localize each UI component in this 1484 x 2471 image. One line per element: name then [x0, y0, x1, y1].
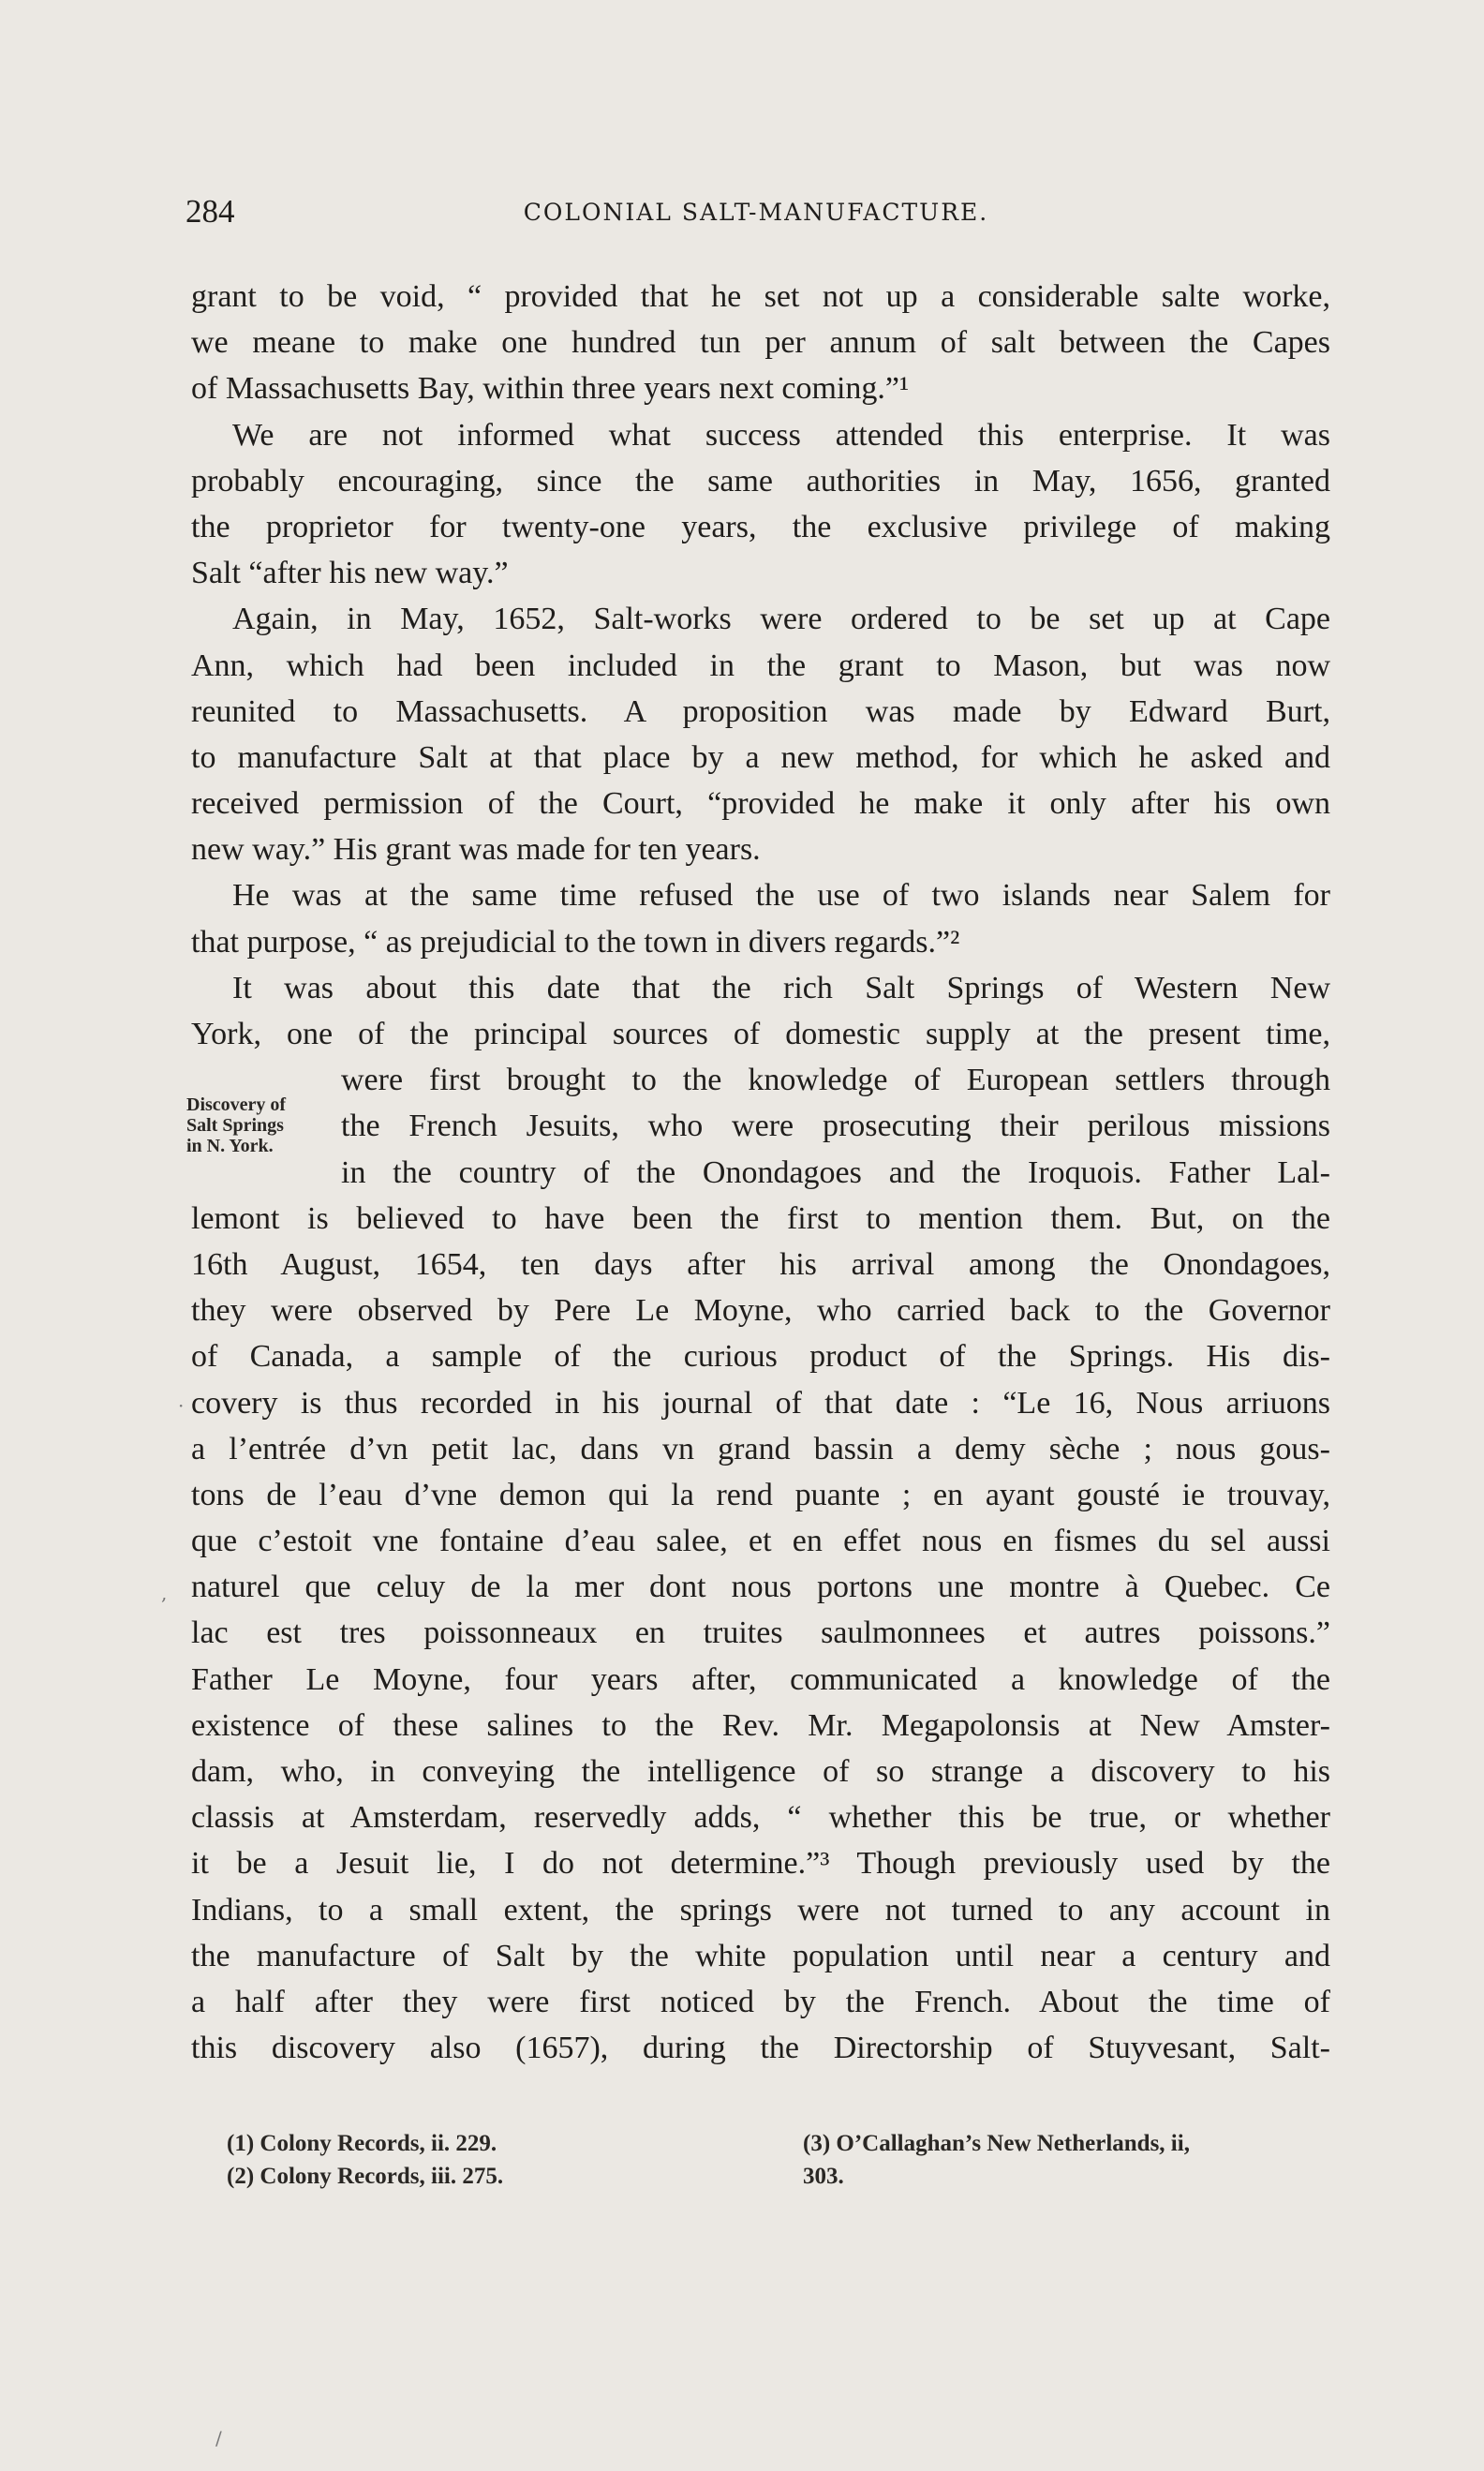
- text-line: Again, in May, 1652, Salt-works were ordered to be set up at Cape: [232, 602, 1330, 637]
- body-text: [191, 274, 1330, 2071]
- text-line: Ann, which had been included in the grant to Mason, but was now: [191, 648, 1330, 683]
- text-line: dam, who, in conveying the intelligence of so strange a discovery to his: [191, 1754, 1330, 1789]
- margin-note-line: in N. York.: [186, 1136, 274, 1156]
- text-line: the manufacture of Salt by the white population until near a century and: [191, 1938, 1330, 1973]
- text-line: in the country of the Onondagoes and the Iroquois. Father Lal-: [341, 1154, 1330, 1190]
- text-line: It was about this date that the rich Salt Springs of Western New: [232, 970, 1330, 1005]
- text-line: Salt “after his new way.”: [191, 556, 509, 591]
- text-line: the French Jesuits, who were prosecuting their perilous missions: [341, 1109, 1330, 1144]
- margin-note-line: Salt Springs: [186, 1115, 284, 1136]
- print-speck: ,: [161, 1582, 168, 1604]
- margin-note: [186, 1094, 286, 1156]
- text-line: tons de l’eau d’vne demon qui la rend puante ; en ayant gousté ie trouvay,: [191, 1477, 1330, 1512]
- footnotes-right-column: [803, 2127, 1190, 2193]
- text-line: We are not informed what success attended this enterprise. It was: [232, 417, 1330, 453]
- text-line: lemont is believed to have been the first to mention them. But, on the: [191, 1200, 1330, 1236]
- text-line: reunited to Massachusetts. A proposition was made by Edward Burt,: [191, 693, 1330, 729]
- text-line: existence of these salines to the Rev. Mr. Megapolonsis at New Amster-: [191, 1707, 1330, 1743]
- footnotes-left-column: [227, 2127, 503, 2193]
- text-line: 16th August, 1654, ten days after his arrival among the Onondagoes,: [191, 1246, 1330, 1282]
- print-speck: /: [215, 2427, 222, 2449]
- text-line: of Canada, a sample of the curious product of the Springs. His dis-: [191, 1339, 1330, 1375]
- text-line: that purpose, “ as prejudicial to the town in divers regards.”²: [191, 924, 960, 960]
- text-line: naturel que celuy de la mer dont nous portons une montre à Quebec. Ce: [191, 1570, 1330, 1605]
- text-line: lac est tres poissonneaux en truites saulmonnees et autres poissons.”: [191, 1615, 1330, 1651]
- text-line: He was at the same time refused the use of two islands near Salem for: [232, 878, 1330, 914]
- text-line: were first brought to the knowledge of European settlers through: [341, 1063, 1330, 1098]
- text-line: que c’estoit vne fontaine d’eau salee, et en effet nous en fismes du sel aussi: [191, 1524, 1330, 1559]
- running-title: COLONIAL SALT-MANUFACTURE.: [523, 199, 989, 226]
- text-line: grant to be void, “ provided that he set not up a considerable salte worke,: [191, 279, 1330, 314]
- text-line: to manufacture Salt at that place by a new method, for which he asked and: [191, 739, 1330, 775]
- text-line: it be a Jesuit lie, I do not determine.”³ Though previously used by the: [191, 1846, 1330, 1882]
- text-line: new way.” His grant was made for ten years.: [191, 832, 761, 868]
- footnote-continuation: 303.: [803, 2164, 844, 2189]
- footnote: (2) Colony Records, iii. 275.: [227, 2164, 504, 2189]
- text-line: classis at Amsterdam, reservedly adds, “ whether this be true, or whether: [191, 1800, 1330, 1836]
- text-line: probably encouraging, since the same authorities in May, 1656, granted: [191, 463, 1330, 499]
- text-line: Indians, to a small extent, the springs were not turned to any account in: [191, 1892, 1330, 1928]
- page-number: 284: [186, 193, 235, 230]
- margin-note-line: Discovery of: [186, 1094, 287, 1115]
- text-line: received permission of the Court, “provided he make it only after his own: [191, 786, 1330, 822]
- text-line: a half after they were first noticed by the French. About the time of: [191, 1984, 1330, 2019]
- text-line: the proprietor for twenty-one years, the exclusive privilege of making: [191, 509, 1330, 544]
- text-line: covery is thus recorded in his journal of that date : “Le 16, Nous arriuons: [191, 1385, 1330, 1421]
- footnote: (3) O’Callaghan’s New Netherlands, ii,: [803, 2131, 1190, 2156]
- text-line: we meane to make one hundred tun per annum of salt between the Capes: [191, 325, 1330, 361]
- text-line: this discovery also (1657), during the Directorship of Stuyvesant, Salt-: [191, 2031, 1330, 2066]
- text-line: of Massachusetts Bay, within three years next coming.”¹: [191, 371, 910, 407]
- footnote: (1) Colony Records, ii. 229.: [227, 2131, 497, 2156]
- page-header: [186, 193, 1327, 231]
- text-line: they were observed by Pere Le Moyne, who carried back to the Governor: [191, 1293, 1330, 1329]
- text-line: Father Le Moyne, four years after, communicated a knowledge of the: [191, 1661, 1330, 1697]
- text-line: York, one of the principal sources of domestic supply at the present time,: [191, 1017, 1330, 1051]
- print-speck: ·: [178, 1394, 185, 1417]
- text-line: a l’entrée d’vn petit lac, dans vn grand bassin a demy sèche ; nous gous-: [191, 1431, 1330, 1466]
